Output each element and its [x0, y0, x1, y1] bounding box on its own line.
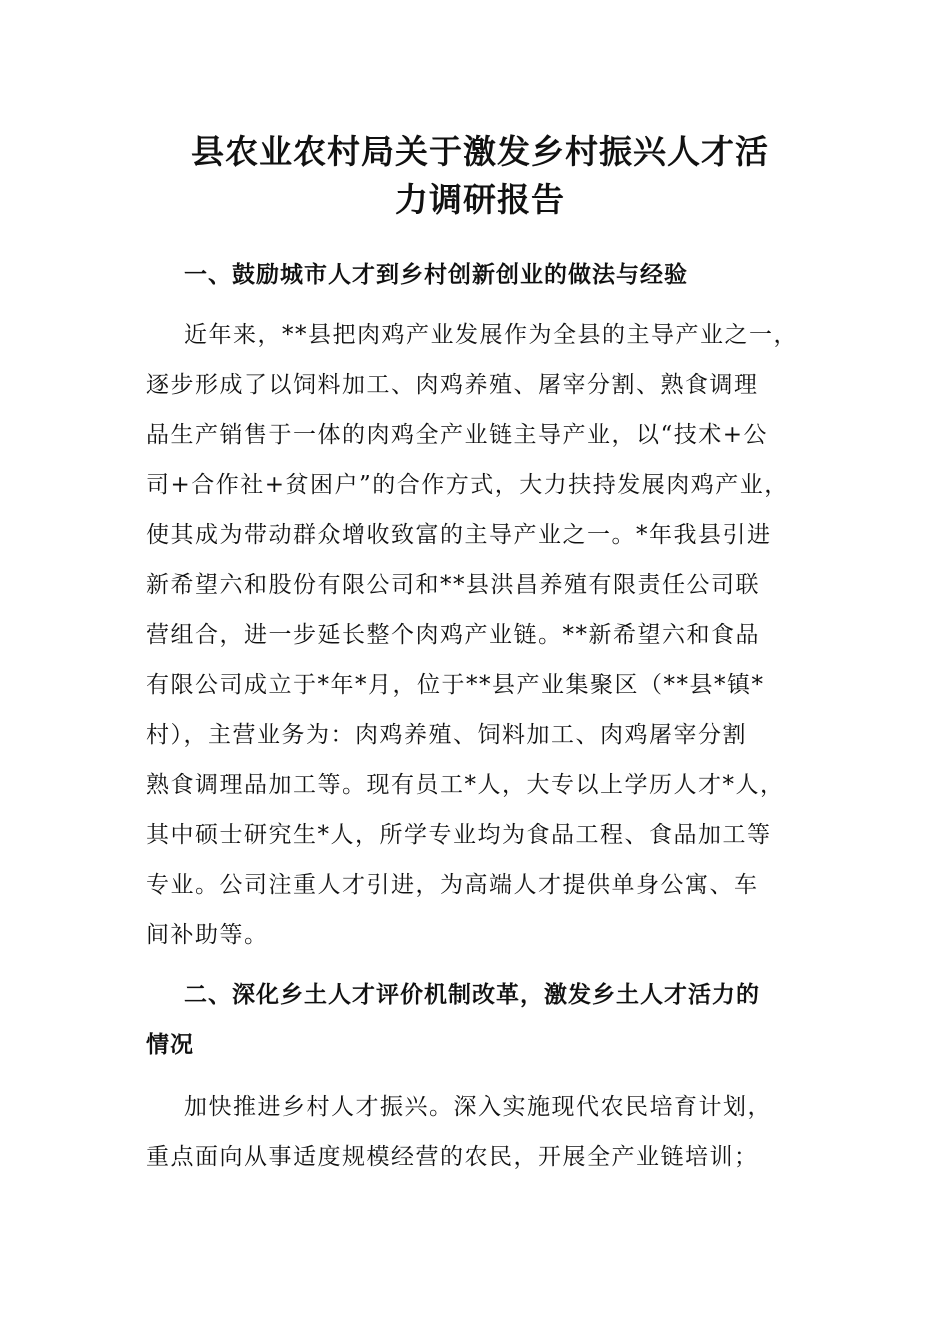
paragraph-line: 品生产销售于一体的肉鸡全产业链主导产业，以“技术+公	[146, 422, 769, 448]
paragraph-line: 营组合，进一步延长整个肉鸡产业链。**新希望六和食品	[146, 622, 760, 648]
paragraph-line: 逐步形成了以饲料加工、肉鸡养殖、屠宰分割、熟食调理	[146, 372, 759, 398]
paragraph-line: 有限公司成立于*年*月，位于**县产业集聚区（**县*镇*	[146, 672, 765, 698]
heading-line: 一、鼓励城市人才到乡村创新创业的做法与经验	[184, 262, 688, 288]
heading-line: 二、深化乡土人才评价机制改革，激发乡土人才活力的	[184, 982, 760, 1008]
title-line-2: 力调研报告	[395, 180, 565, 219]
paragraph-line: 村），主营业务为：肉鸡养殖、饲料加工、肉鸡屠宰分割	[146, 722, 747, 748]
section-1-heading	[146, 250, 826, 300]
paragraph-line: 熟食调理品加工等。现有员工*人，大专以上学历人才*人，	[146, 772, 785, 798]
section-2-heading	[146, 970, 826, 1070]
document-title	[140, 128, 820, 224]
title-line-1: 县农业农村局关于激发乡村振兴人才活	[191, 132, 769, 171]
paragraph-line: 近年来，**县把肉鸡产业发展作为全县的主导产业之一，	[184, 322, 798, 348]
section-2-paragraph	[146, 1082, 836, 1182]
paragraph-line: 加快推进乡村人才振兴。深入实施现代农民培育计划，	[184, 1094, 772, 1120]
paragraph-line: 专业。公司注重人才引进，为高端人才提供单身公寓、车	[146, 872, 759, 898]
paragraph-line: 使其成为带动群众增收致富的主导产业之一。*年我县引进	[146, 522, 772, 548]
paragraph-line: 重点面向从事适度规模经营的农民，开展全产业链培训；	[146, 1144, 759, 1170]
paragraph-line: 其中硕士研究生*人，所学专业均为食品工程、食品加工等	[146, 822, 772, 848]
heading-line: 情况	[146, 1032, 194, 1058]
section-1-paragraph	[146, 310, 836, 960]
paragraph-line: 新希望六和股份有限公司和**县洪昌养殖有限责任公司联	[146, 572, 760, 598]
paragraph-line: 间补助等。	[146, 922, 269, 948]
paragraph-line: 司+合作社+贫困户”的合作方式，大力扶持发展肉鸡产业，	[146, 472, 789, 498]
